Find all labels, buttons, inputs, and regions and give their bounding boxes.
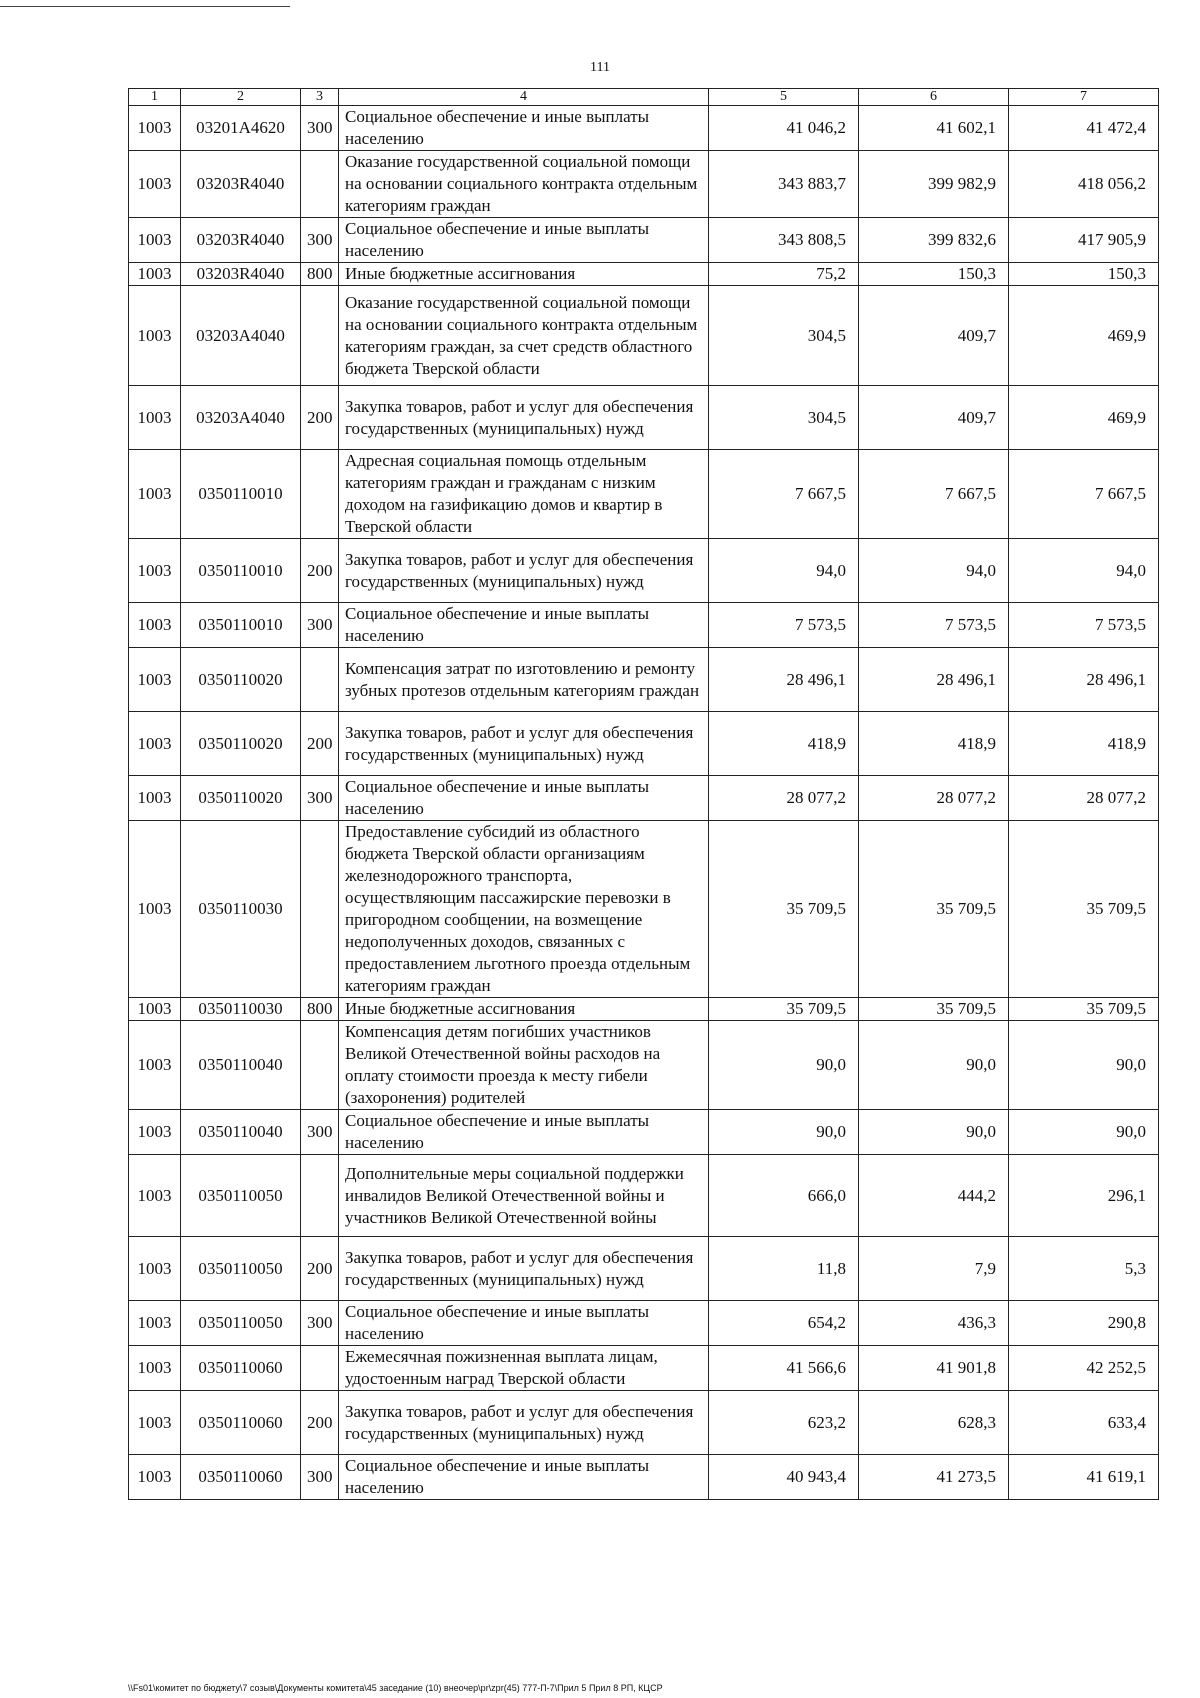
table-row <box>129 1155 1159 1237</box>
expense-type-cell <box>301 151 339 218</box>
header-col-4: 4 <box>339 89 709 106</box>
expense-type-cell: 200 <box>301 712 339 776</box>
target-code-cell: 03203R4040 <box>181 263 301 286</box>
amount-col-7-cell: 41 472,4 <box>1009 106 1159 151</box>
section-cell: 1003 <box>129 1455 181 1500</box>
expense-type-cell: 300 <box>301 106 339 151</box>
target-code-cell: 0350110010 <box>181 450 301 539</box>
amount-col-7-cell: 296,1 <box>1009 1155 1159 1237</box>
item-name-cell: Оказание государственной социальной помощи на основании социального контракта отдельным категориям граждан, за счет средств областного бюджета Тверской области <box>339 286 709 386</box>
expense-type-cell <box>301 648 339 712</box>
amount-col-7-cell: 90,0 <box>1009 1021 1159 1110</box>
section-cell: 1003 <box>129 539 181 603</box>
amount-col-5-cell: 418,9 <box>709 712 859 776</box>
table-row <box>129 1391 1159 1455</box>
item-name-cell: Закупка товаров, работ и услуг для обеспечения государственных (муниципальных) нужд <box>339 386 709 450</box>
target-code-cell: 0350110010 <box>181 603 301 648</box>
expense-type-cell <box>301 286 339 386</box>
amount-col-5-cell: 304,5 <box>709 386 859 450</box>
amount-col-6-cell: 7 667,5 <box>859 450 1009 539</box>
table-row <box>129 1346 1159 1391</box>
page-number: 111 <box>590 60 610 75</box>
target-code-cell: 0350110060 <box>181 1455 301 1500</box>
amount-col-6-cell: 418,9 <box>859 712 1009 776</box>
table-row <box>129 776 1159 821</box>
target-code-cell: 0350110050 <box>181 1301 301 1346</box>
target-code-cell: 0350110050 <box>181 1155 301 1237</box>
header-col-1: 1 <box>129 89 181 106</box>
amount-col-6-cell: 28 077,2 <box>859 776 1009 821</box>
amount-col-5-cell: 343 883,7 <box>709 151 859 218</box>
amount-col-6-cell: 94,0 <box>859 539 1009 603</box>
amount-col-5-cell: 11,8 <box>709 1237 859 1301</box>
amount-col-5-cell: 35 709,5 <box>709 998 859 1021</box>
amount-col-5-cell: 654,2 <box>709 1301 859 1346</box>
header-col-6: 6 <box>859 89 1009 106</box>
amount-col-5-cell: 35 709,5 <box>709 821 859 998</box>
table-row <box>129 151 1159 218</box>
expense-type-cell: 300 <box>301 603 339 648</box>
amount-col-7-cell: 5,3 <box>1009 1237 1159 1301</box>
header-col-7: 7 <box>1009 89 1159 106</box>
table-row <box>129 712 1159 776</box>
amount-col-7-cell: 28 077,2 <box>1009 776 1159 821</box>
table-row <box>129 263 1159 286</box>
table-row <box>129 648 1159 712</box>
section-cell: 1003 <box>129 648 181 712</box>
table-row <box>129 539 1159 603</box>
expense-type-cell: 200 <box>301 386 339 450</box>
amount-col-5-cell: 28 496,1 <box>709 648 859 712</box>
amount-col-6-cell: 41 273,5 <box>859 1455 1009 1500</box>
header-col-5: 5 <box>709 89 859 106</box>
item-name-cell: Адресная социальная помощь отдельным категориям граждан и гражданам с низким доходом на газификацию домов и квартир в Тверской области <box>339 450 709 539</box>
target-code-cell: 0350110010 <box>181 539 301 603</box>
amount-col-5-cell: 40 943,4 <box>709 1455 859 1500</box>
amount-col-5-cell: 41 566,6 <box>709 1346 859 1391</box>
expense-type-cell <box>301 1021 339 1110</box>
amount-col-6-cell: 150,3 <box>859 263 1009 286</box>
amount-col-6-cell: 41 901,8 <box>859 1346 1009 1391</box>
item-name-cell: Компенсация детям погибших участников Великой Отечественной войны расходов на оплату стоимости проезда к месту гибели (захоронения) родителей <box>339 1021 709 1110</box>
expense-type-cell: 200 <box>301 1237 339 1301</box>
section-cell: 1003 <box>129 450 181 539</box>
section-cell: 1003 <box>129 1391 181 1455</box>
section-cell: 1003 <box>129 386 181 450</box>
amount-col-7-cell: 417 905,9 <box>1009 218 1159 263</box>
amount-col-7-cell: 42 252,5 <box>1009 1346 1159 1391</box>
expense-type-cell: 300 <box>301 218 339 263</box>
table-row <box>129 1110 1159 1155</box>
item-name-cell: Ежемесячная пожизненная выплата лицам, удостоенным наград Тверской области <box>339 1346 709 1391</box>
item-name-cell: Иные бюджетные ассигнования <box>339 263 709 286</box>
amount-col-7-cell: 633,4 <box>1009 1391 1159 1455</box>
table-row <box>129 450 1159 539</box>
section-cell: 1003 <box>129 603 181 648</box>
amount-col-6-cell: 444,2 <box>859 1155 1009 1237</box>
item-name-cell: Закупка товаров, работ и услуг для обеспечения государственных (муниципальных) нужд <box>339 539 709 603</box>
table-row <box>129 1021 1159 1110</box>
amount-col-5-cell: 7 667,5 <box>709 450 859 539</box>
amount-col-5-cell: 623,2 <box>709 1391 859 1455</box>
amount-col-5-cell: 28 077,2 <box>709 776 859 821</box>
item-name-cell: Дополнительные меры социальной поддержки инвалидов Великой Отечественной войны и участников Великой Отечественной войны <box>339 1155 709 1237</box>
amount-col-6-cell: 90,0 <box>859 1021 1009 1110</box>
expense-type-cell: 300 <box>301 1301 339 1346</box>
target-code-cell: 0350110060 <box>181 1391 301 1455</box>
target-code-cell: 0350110020 <box>181 776 301 821</box>
amount-col-6-cell: 90,0 <box>859 1110 1009 1155</box>
header-col-3: 3 <box>301 89 339 106</box>
amount-col-6-cell: 35 709,5 <box>859 821 1009 998</box>
amount-col-7-cell: 469,9 <box>1009 286 1159 386</box>
target-code-cell: 0350110040 <box>181 1110 301 1155</box>
target-code-cell: 03203A4040 <box>181 386 301 450</box>
target-code-cell: 0350110020 <box>181 712 301 776</box>
table-row <box>129 1237 1159 1301</box>
amount-col-6-cell: 409,7 <box>859 286 1009 386</box>
item-name-cell: Социальное обеспечение и иные выплаты населению <box>339 776 709 821</box>
table-row <box>129 603 1159 648</box>
expense-type-cell: 300 <box>301 776 339 821</box>
section-cell: 1003 <box>129 106 181 151</box>
amount-col-5-cell: 90,0 <box>709 1021 859 1110</box>
section-cell: 1003 <box>129 1301 181 1346</box>
expense-type-cell <box>301 821 339 998</box>
budget-table <box>128 88 1159 1500</box>
expense-type-cell: 800 <box>301 263 339 286</box>
item-name-cell: Социальное обеспечение и иные выплаты населению <box>339 1301 709 1346</box>
table-row <box>129 1455 1159 1500</box>
scan-edge-line <box>0 6 290 7</box>
amount-col-7-cell: 418 056,2 <box>1009 151 1159 218</box>
expense-type-cell: 800 <box>301 998 339 1021</box>
amount-col-6-cell: 35 709,5 <box>859 998 1009 1021</box>
table-row <box>129 821 1159 998</box>
amount-col-5-cell: 75,2 <box>709 263 859 286</box>
section-cell: 1003 <box>129 776 181 821</box>
amount-col-5-cell: 90,0 <box>709 1110 859 1155</box>
section-cell: 1003 <box>129 1346 181 1391</box>
amount-col-7-cell: 41 619,1 <box>1009 1455 1159 1500</box>
budget-table-container <box>128 88 1158 1500</box>
target-code-cell: 0350110020 <box>181 648 301 712</box>
amount-col-5-cell: 41 046,2 <box>709 106 859 151</box>
amount-col-6-cell: 628,3 <box>859 1391 1009 1455</box>
amount-col-5-cell: 7 573,5 <box>709 603 859 648</box>
target-code-cell: 03203R4040 <box>181 218 301 263</box>
table-row <box>129 106 1159 151</box>
section-cell: 1003 <box>129 1237 181 1301</box>
amount-col-7-cell: 469,9 <box>1009 386 1159 450</box>
table-row <box>129 1301 1159 1346</box>
item-name-cell: Социальное обеспечение и иные выплаты населению <box>339 1110 709 1155</box>
item-name-cell: Оказание государственной социальной помощи на основании социального контракта отдельным категориям граждан <box>339 151 709 218</box>
amount-col-7-cell: 94,0 <box>1009 539 1159 603</box>
amount-col-5-cell: 304,5 <box>709 286 859 386</box>
section-cell: 1003 <box>129 712 181 776</box>
item-name-cell: Предоставление субсидий из областного бюджета Тверской области организациям железнодорожного транспорта, осуществляющим пассажирские перевозки в пригородном сообщении, на возмещение недополученных доходов, связанных с предоставлением льготного проезда отдельным категориям граждан <box>339 821 709 998</box>
target-code-cell: 03201A4620 <box>181 106 301 151</box>
target-code-cell: 03203A4040 <box>181 286 301 386</box>
section-cell: 1003 <box>129 263 181 286</box>
item-name-cell: Закупка товаров, работ и услуг для обеспечения государственных (муниципальных) нужд <box>339 712 709 776</box>
amount-col-7-cell: 150,3 <box>1009 263 1159 286</box>
item-name-cell: Социальное обеспечение и иные выплаты населению <box>339 106 709 151</box>
amount-col-6-cell: 41 602,1 <box>859 106 1009 151</box>
amount-col-7-cell: 7 667,5 <box>1009 450 1159 539</box>
table-body <box>129 106 1159 1500</box>
table-row <box>129 386 1159 450</box>
target-code-cell: 0350110030 <box>181 998 301 1021</box>
section-cell: 1003 <box>129 218 181 263</box>
amount-col-5-cell: 94,0 <box>709 539 859 603</box>
target-code-cell: 0350110040 <box>181 1021 301 1110</box>
amount-col-6-cell: 7,9 <box>859 1237 1009 1301</box>
amount-col-7-cell: 35 709,5 <box>1009 998 1159 1021</box>
header-row <box>129 89 1159 106</box>
expense-type-cell: 200 <box>301 1391 339 1455</box>
section-cell: 1003 <box>129 151 181 218</box>
target-code-cell: 0350110030 <box>181 821 301 998</box>
amount-col-5-cell: 343 808,5 <box>709 218 859 263</box>
item-name-cell: Социальное обеспечение и иные выплаты населению <box>339 218 709 263</box>
amount-col-5-cell: 666,0 <box>709 1155 859 1237</box>
amount-col-7-cell: 418,9 <box>1009 712 1159 776</box>
expense-type-cell <box>301 1346 339 1391</box>
amount-col-7-cell: 35 709,5 <box>1009 821 1159 998</box>
section-cell: 1003 <box>129 286 181 386</box>
amount-col-7-cell: 7 573,5 <box>1009 603 1159 648</box>
item-name-cell: Компенсация затрат по изготовлению и ремонту зубных протезов отдельным категориям граждан <box>339 648 709 712</box>
item-name-cell: Закупка товаров, работ и услуг для обеспечения государственных (муниципальных) нужд <box>339 1237 709 1301</box>
header-col-2: 2 <box>181 89 301 106</box>
table-row <box>129 286 1159 386</box>
amount-col-6-cell: 399 832,6 <box>859 218 1009 263</box>
section-cell: 1003 <box>129 998 181 1021</box>
expense-type-cell: 300 <box>301 1455 339 1500</box>
section-cell: 1003 <box>129 1021 181 1110</box>
expense-type-cell: 200 <box>301 539 339 603</box>
amount-col-7-cell: 290,8 <box>1009 1301 1159 1346</box>
amount-col-6-cell: 409,7 <box>859 386 1009 450</box>
target-code-cell: 0350110060 <box>181 1346 301 1391</box>
amount-col-7-cell: 90,0 <box>1009 1110 1159 1155</box>
target-code-cell: 03203R4040 <box>181 151 301 218</box>
amount-col-7-cell: 28 496,1 <box>1009 648 1159 712</box>
item-name-cell: Иные бюджетные ассигнования <box>339 998 709 1021</box>
target-code-cell: 0350110050 <box>181 1237 301 1301</box>
section-cell: 1003 <box>129 1155 181 1237</box>
amount-col-6-cell: 7 573,5 <box>859 603 1009 648</box>
section-cell: 1003 <box>129 821 181 998</box>
amount-col-6-cell: 436,3 <box>859 1301 1009 1346</box>
table-row <box>129 218 1159 263</box>
item-name-cell: Социальное обеспечение и иные выплаты населению <box>339 1455 709 1500</box>
expense-type-cell <box>301 450 339 539</box>
expense-type-cell: 300 <box>301 1110 339 1155</box>
item-name-cell: Социальное обеспечение и иные выплаты населению <box>339 603 709 648</box>
file-path-footer: \\Fs01\комитет по бюджету\7 созыв\Документы комитета\45 заседание (10) внеочер\pr\zpr(45) 777-П-7\Прил 5 Прил 8 РП, КЦСР <box>128 1683 663 1693</box>
table-row <box>129 998 1159 1021</box>
item-name-cell: Закупка товаров, работ и услуг для обеспечения государственных (муниципальных) нужд <box>339 1391 709 1455</box>
section-cell: 1003 <box>129 1110 181 1155</box>
expense-type-cell <box>301 1155 339 1237</box>
amount-col-6-cell: 399 982,9 <box>859 151 1009 218</box>
amount-col-6-cell: 28 496,1 <box>859 648 1009 712</box>
